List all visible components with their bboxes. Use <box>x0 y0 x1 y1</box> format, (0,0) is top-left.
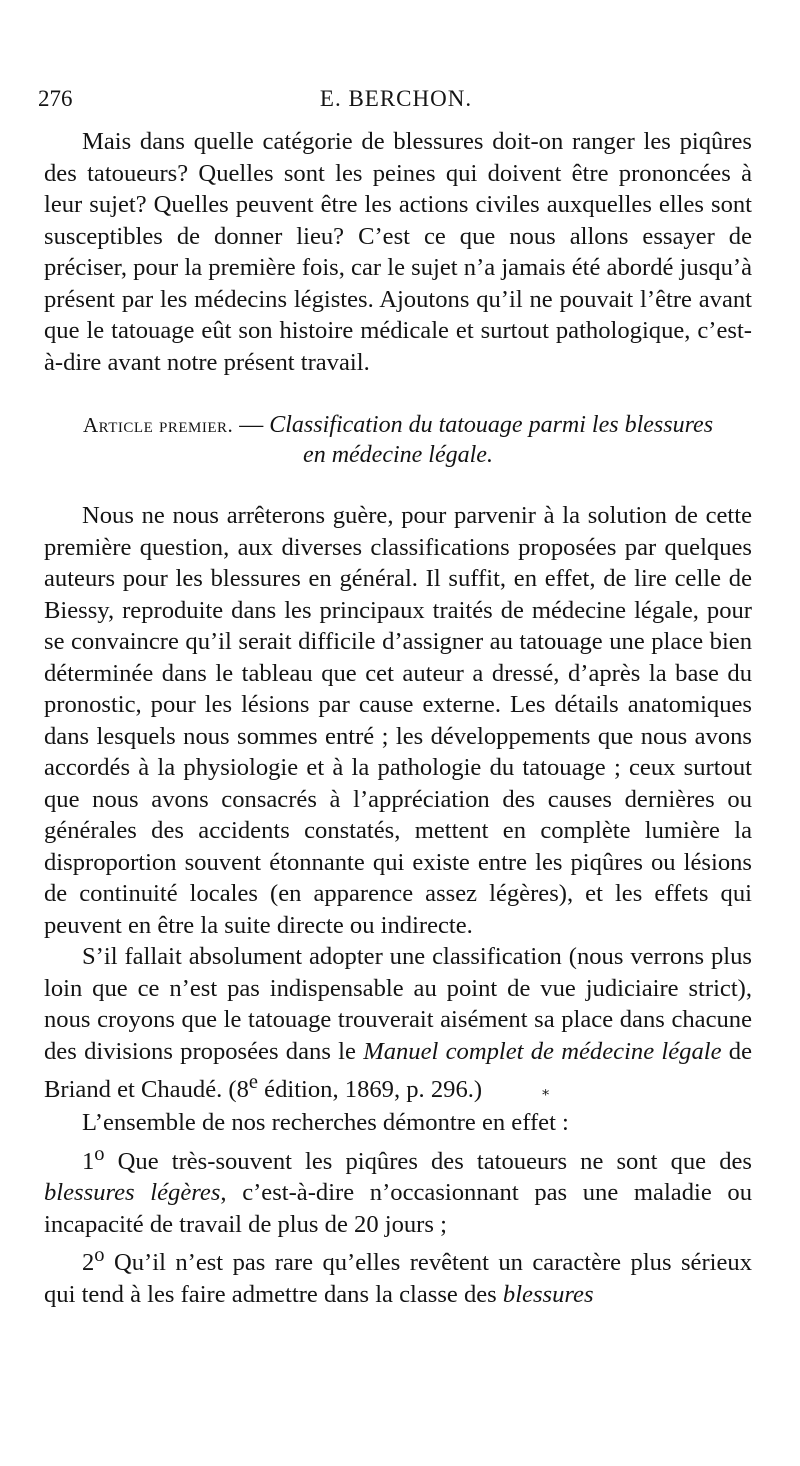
list-item-2 <box>44 1240 752 1310</box>
item-2-superscript: o <box>94 1244 105 1267</box>
article-heading <box>44 410 752 470</box>
paragraph-3-citation: de Briand et Chaudé. (8 <box>44 1037 752 1104</box>
item-2-number: 2 <box>82 1249 95 1277</box>
page-header <box>38 86 754 122</box>
article-title-line-1: Classification du tatouage parmi les blessures <box>269 412 714 438</box>
item-2-text: Qu’il n’est pas rare qu’elles revêtent un caractère plus sérieux qui tend à les faire admettre dans la classe des <box>44 1249 752 1309</box>
page-number: 276 <box>38 86 73 111</box>
running-head: E. BERCHON. <box>319 86 473 111</box>
article-label: Article premier. <box>82 413 234 437</box>
item-1-number: 1 <box>82 1147 95 1175</box>
paragraph-3-end: édition, 1869, p. 296.) <box>258 1076 483 1104</box>
item-1-superscript: o <box>94 1142 105 1165</box>
article-title-line-2: en médecine légale. <box>303 442 493 468</box>
book-title: Manuel complet de médecine légale <box>363 1037 722 1065</box>
paragraph-4: L’ensemble de nos recherches démontre en effet : <box>82 1109 569 1137</box>
paragraph-3 <box>44 941 752 1107</box>
list-item-1 <box>44 1139 752 1241</box>
item-1-text-end: , c’est-à-dire n’occasionnant pas une maladie ou incapacité de travail de plus de 20 jours ; <box>44 1179 752 1238</box>
edition-superscript: e <box>248 1071 259 1093</box>
paragraph-1: Mais dans quelle catégorie de blessures doit-on ranger les piqûres des tatoueurs? Quelles sont les peines qui doivent être prononcées à leur sujet? Quelles peuvent être les actions civiles auxquelles elles sont susceptibles de donner lieu? C’est ce que nous allons essayer de préciser, pour la première fois, car le sujet n’a jamais été abordé jusqu’à présent par les médecins légistes. Ajoutons qu’il ne pouvait l’être avant que le tatouage eût son histoire médicale et surtout pathologique, c’est-à-dire avant notre présent travail. <box>44 128 752 376</box>
item-2-italic: blessures <box>502 1281 594 1309</box>
ink-mark: ⁎ <box>542 1083 550 1099</box>
item-1-italic: blessures légères <box>44 1179 221 1207</box>
paragraph-3-text: S’il fallait absolument adopter une classification (nous verrons plus loin que ce n’est pas indispensable au point de vue judiciaire strict), nous croyons que le tatouage trouverait aisément sa place dans chacune des divisions proposées dans le <box>44 943 752 1065</box>
item-1-text: Que très-souvent les piqûres des tatoueurs ne sont que des <box>104 1147 752 1175</box>
page-body <box>44 126 752 1311</box>
paragraph-2: Nous ne nous arrêterons guère, pour parvenir à la solution de cette première question, aux diverses classifications proposées par quelques auteurs pour les blessures en général. Il suffit, en effet, de lire celle de Biessy, reproduite dans les principaux traités de médecine légale, pour se convaincre qu’il serait difficile d’assigner au tatouage une place bien déterminée dans le tableau que cet auteur a dressé, d’après la base du pronostic, pour les lésions par cause externe. Les détails anatomiques dans lesquels nous sommes entré ; les développements que nous avons accordés à la physiologie et à la pathologie du tatouage ; ceux surtout que nous avons consacrés à l’appréciation des causes dernières ou générales des accidents constatés, mettent en complète lumière la disproportion souvent étonnante qui existe entre les piqûres ou lésions de continuité locales (en apparence assez légères), et les effets qui peuvent en être la suite directe ou indirecte. <box>44 502 752 939</box>
article-dash: — <box>233 412 270 438</box>
